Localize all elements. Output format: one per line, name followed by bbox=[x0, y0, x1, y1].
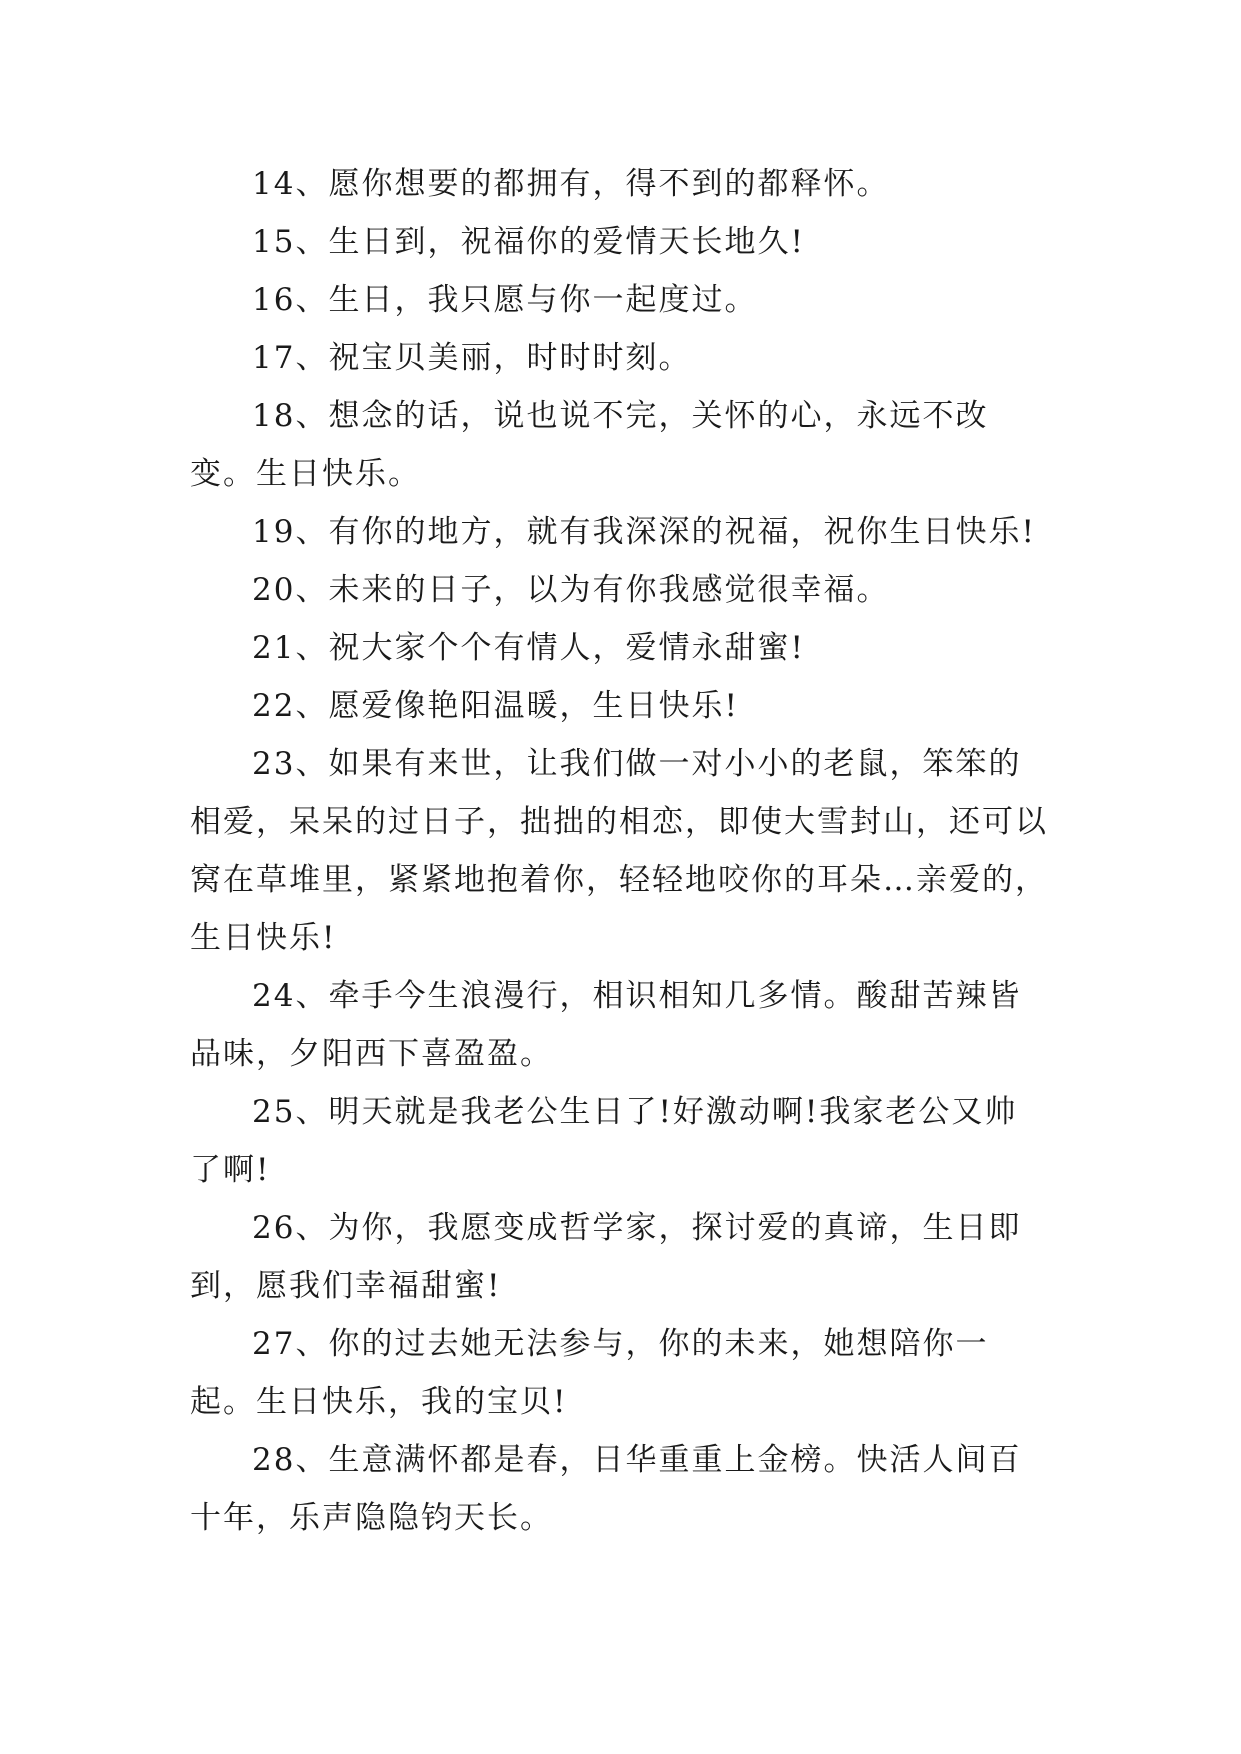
document-body bbox=[190, 155, 1050, 1547]
paragraph-24: 24、牵手今生浪漫行，相识相知几多情。酸甜苦辣皆品味，夕阳西下喜盈盈。 bbox=[190, 978, 1022, 1072]
paragraph-21: 21、祝大家个个有情人，爱情永甜蜜! bbox=[252, 630, 805, 666]
paragraph-18: 18、想念的话，说也说不完，关怀的心，永远不改变。生日快乐。 bbox=[190, 398, 989, 492]
paragraph-26: 26、为你，我愿变成哲学家，探讨爱的真谛，生日即到，愿我们幸福甜蜜! bbox=[190, 1210, 1022, 1304]
paragraph-22: 22、愿爱像艳阳温暖，生日快乐! bbox=[252, 688, 739, 724]
paragraph-23: 23、如果有来世，让我们做一对小小的老鼠，笨笨的相爱，呆呆的过日子，拙拙的相恋，即使大雪封山，还可以窝在草堆里，紧紧地抱着你，轻轻地咬你的耳朵…亲爱的，生日快乐! bbox=[190, 746, 1048, 956]
paragraph-17: 17、祝宝贝美丽，时时时刻。 bbox=[252, 340, 692, 376]
paragraph-20: 20、未来的日子，以为有你我感觉很幸福。 bbox=[252, 572, 890, 608]
paragraph-14: 14、愿你想要的都拥有，得不到的都释怀。 bbox=[252, 166, 890, 202]
paragraph-28: 28、生意满怀都是春，日华重重上金榜。快活人间百十年，乐声隐隐钧天长。 bbox=[190, 1442, 1022, 1536]
paragraph-16: 16、生日，我只愿与你一起度过。 bbox=[252, 282, 758, 318]
paragraph-27: 27、你的过去她无法参与，你的未来，她想陪你一起。生日快乐，我的宝贝! bbox=[190, 1326, 989, 1420]
paragraph-19: 19、有你的地方，就有我深深的祝福，祝你生日快乐! bbox=[252, 514, 1036, 550]
paragraph-25: 25、明天就是我老公生日了!好激动啊!我家老公又帅了啊! bbox=[190, 1094, 1018, 1188]
paragraph-15: 15、生日到，祝福你的爱情天长地久! bbox=[252, 224, 805, 260]
